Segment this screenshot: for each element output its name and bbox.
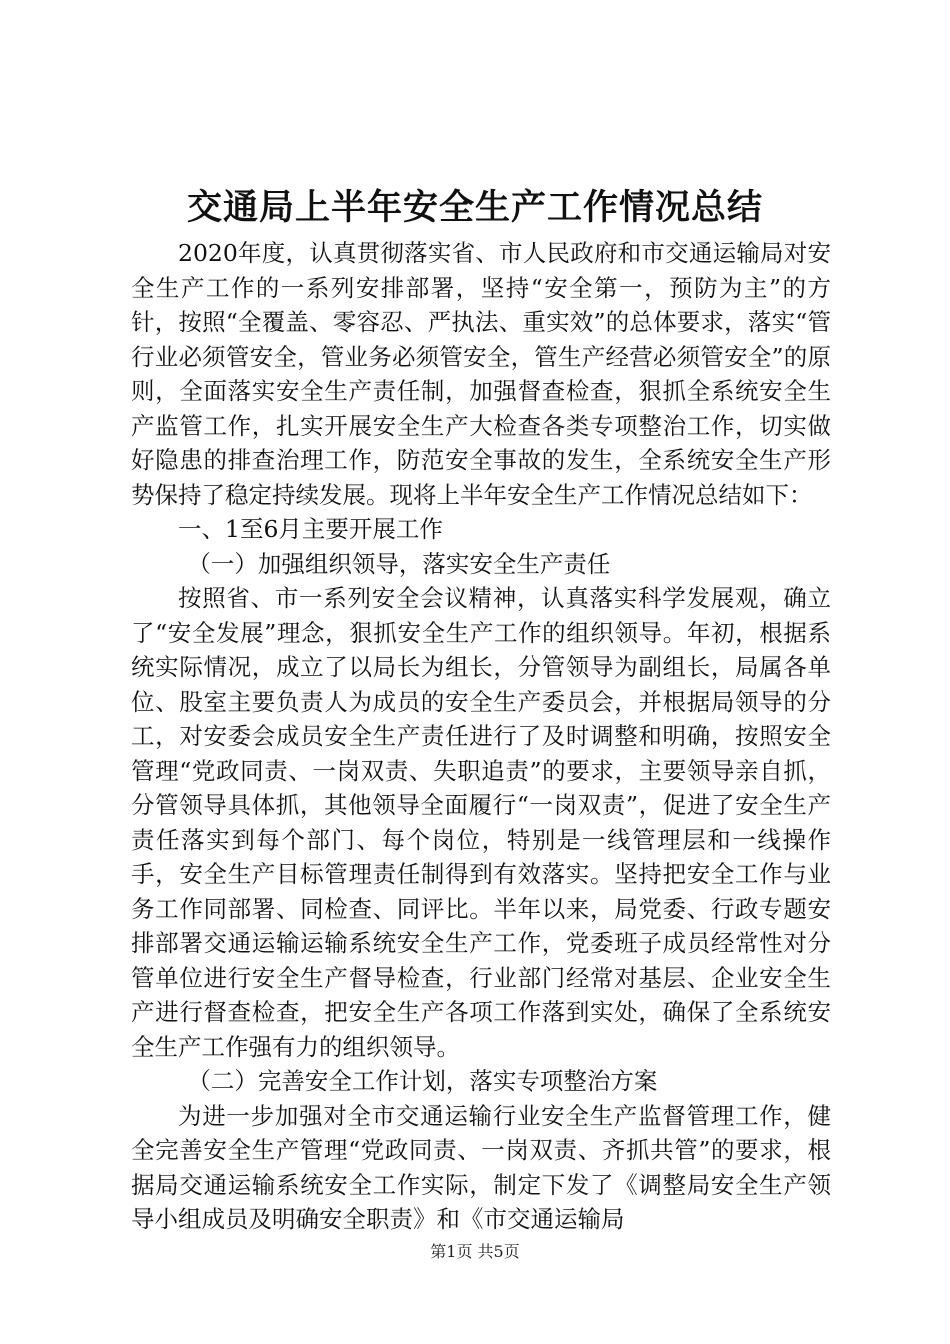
section-heading-1: 一、1至6月主要开展工作 [178, 515, 443, 543]
document-body [131, 236, 831, 1237]
subsection-heading-2: （二）完善安全工作计划，落实专项整治方案 [187, 1067, 658, 1095]
subsection-2-paragraph: 为进一步加强对全市交通运输行业安全生产监督管理工作，健全完善安全生产管理“党政同责、一岗双责、齐抓共管”的要求，根据局交通运输系统安全工作实际，制定下发了《调整局安全生产领导小组成员及明确安全职责》和《市交通运输局 [131, 1101, 831, 1233]
page-footer: 第1页 共5页 [430, 1242, 520, 1261]
subsection-heading-1: （一）加强组织领导，落实安全生产责任 [187, 549, 611, 578]
intro-paragraph: 2020年度，认真贯彻落实省、市人民政府和市交通运输局对安全生产工作的一系列安排部署，坚持“安全第一，预防为主”的方针，按照“全覆盖、零容忍、严执法、重实效”的总体要求，落实“管行业必须管安全，管业务必须管安全，管生产经营必须管安全”的原则，全面落实安全生产责任制，加强督查检查，狠抓全系统安全生产监管工作，扎实开展安全生产大检查各类专项整治工作，切实做好隐患的排查治理工作，防范安全事故的发生，全系统安全生产形势保持了稳定持续发展。现将上半年安全生产工作情况总结如下： [131, 239, 831, 509]
document-title: 交通局上半年安全生产工作情况总结 [186, 187, 763, 228]
subsection-1-paragraph: 按照省、市一系列安全会议精神，认真落实科学发展观，确立了“安全发展”理念，狠抓安全生产工作的组织领导。年初，根据系统实际情况，成立了以局长为组长，分管领导为副组长，局属各单位、股室主要负责人为成员的安全生产委员会，并根据局领导的分工，对安委会成员安全生产责任进行了及时调整和明确，按照安全管理“党政同责、一岗双责、失职追责”的要求，主要领导亲自抓，分管领导具体抓，其他领导全面履行“一岗双责”，促进了安全生产责任落实到每个部门、每个岗位，特别是一线管理层和一线操作手，安全生产目标管理责任制得到有效落实。坚持把安全工作与业务工作同部署、同检查、同评比。半年以来，局党委、行政专题安排部署交通运输运输系统安全生产工作，党委班子成员经常性对分管单位进行安全生产督导检查，行业部门经常对基层、企业安全生产进行督查检查，把安全生产各项工作落到实处，确保了全系统安全生产工作强有力的组织领导。 [131, 584, 831, 1061]
